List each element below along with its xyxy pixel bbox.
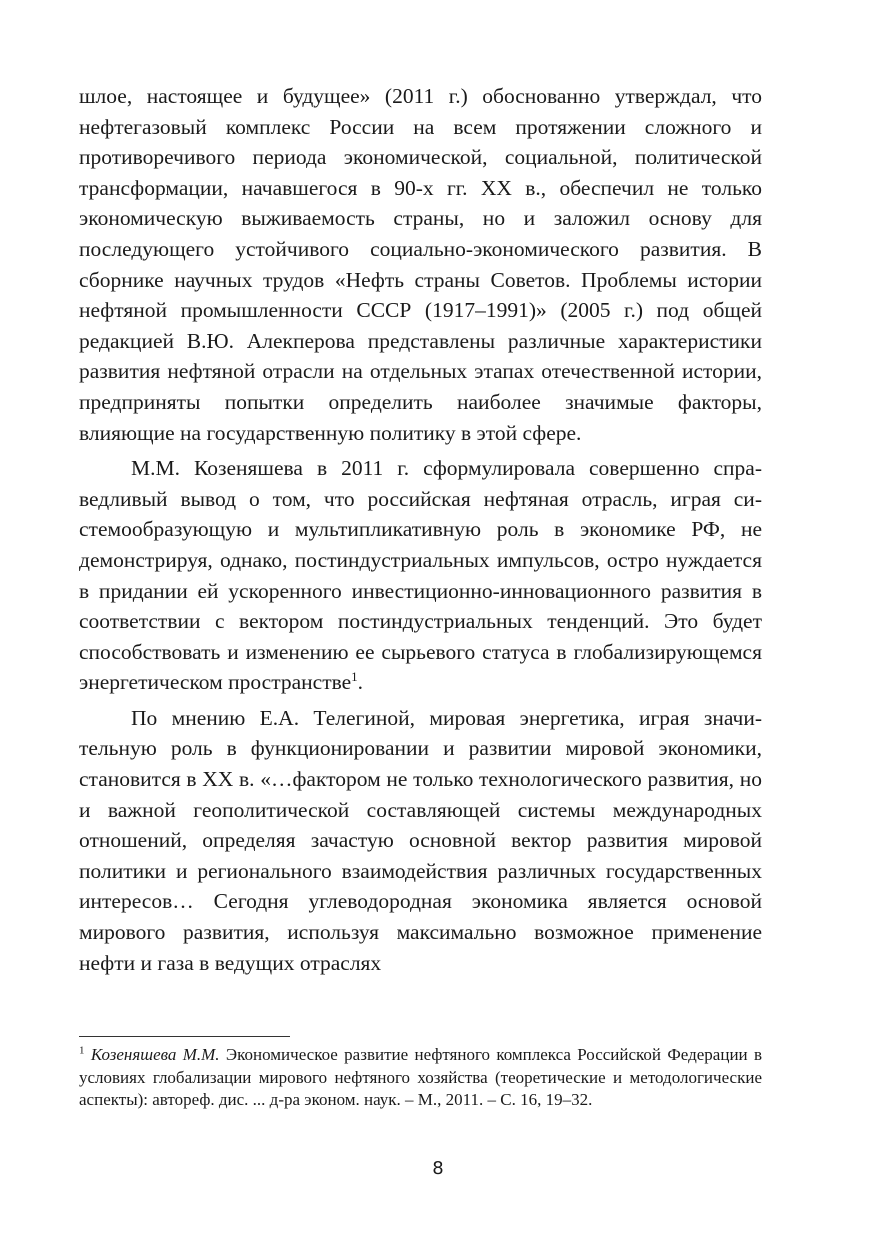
paragraph-2-end: . [357, 670, 364, 695]
footnote-text: Экономическое развитие нефтяного комплекса Российской Федерации в условиях глобализации мирового нефтяного хозяйства (теоретические и методологические аспекты): автореф. дис. ... д-ра эконом. наук. – М., 2011. – С. 16, 19–32. [79, 1045, 762, 1109]
paragraph-2-text: М.М. Козеняшева в 2011 г. сформулировала совершенно справедливый вывод о том, что российская нефтяная отрасль, играя системообразующую и мультипликативную роль в экономике РФ, не демонстрируя, однако, постиндустриальных импульсов, остро нуждается в придании ей ускоренного инвестиционно-инновационного развития в соответствии с вектором постиндустриальных тенденций. Это будет способствовать и изменению ее сырьевого статуса в глобализирующемся энергетическом пространстве [79, 456, 762, 695]
footnote-number: 1 [79, 1044, 85, 1057]
paragraph-2 [79, 453, 762, 698]
page-number: 8 [432, 1158, 444, 1179]
paragraph-3: По мнению Е.А. Телегиной, мировая энергетика, играя значительную роль в функционировании и развитии мировой экономики, становится в XX в. «…фактором не только технологического развития, но и важной геополитической составляющей системы международных отношений, определяя зачастую основной вектор развития мировой политики и регионального взаимодействия различных государственных интересов… Сегодня углеводородная экономика является основой мирового развития, используя максимально возможное применение нефти и газа в ведущих отраслях [79, 705, 762, 975]
body-text [79, 81, 762, 978]
footnote-author: Козеняшева М.М. [90, 1045, 220, 1064]
paragraph-1: шлое, настоящее и будущее» (2011 г.) обоснованно утверждал, что нефтегазовый комплекс России на всем протяжении сложного и противоречивого периода экономической, социальной, политической трансформации, начавшегося в 90-х гг. XX в., обеспечил не только экономическую выживаемость страны, но и заложил основу для последующего устойчивого социально-экономического развития. В сборнике научных трудов «Нефть страны Советов. Проблемы истории нефтяной промышленности СССР (1917–1991)» (2005 г.) под общей редакцией В.Ю. Алекперова представлены различные характеристики развития нефтяной отрасли на отдельных этапах отечественной истории, предприняты попытки определить наиболее значимые факторы, влияющие на государственную политику в этой сфере. [79, 84, 762, 445]
footnote-reference[interactable]: 1 [351, 669, 358, 685]
footnote [79, 1044, 762, 1112]
footnote-separator [79, 1036, 290, 1037]
